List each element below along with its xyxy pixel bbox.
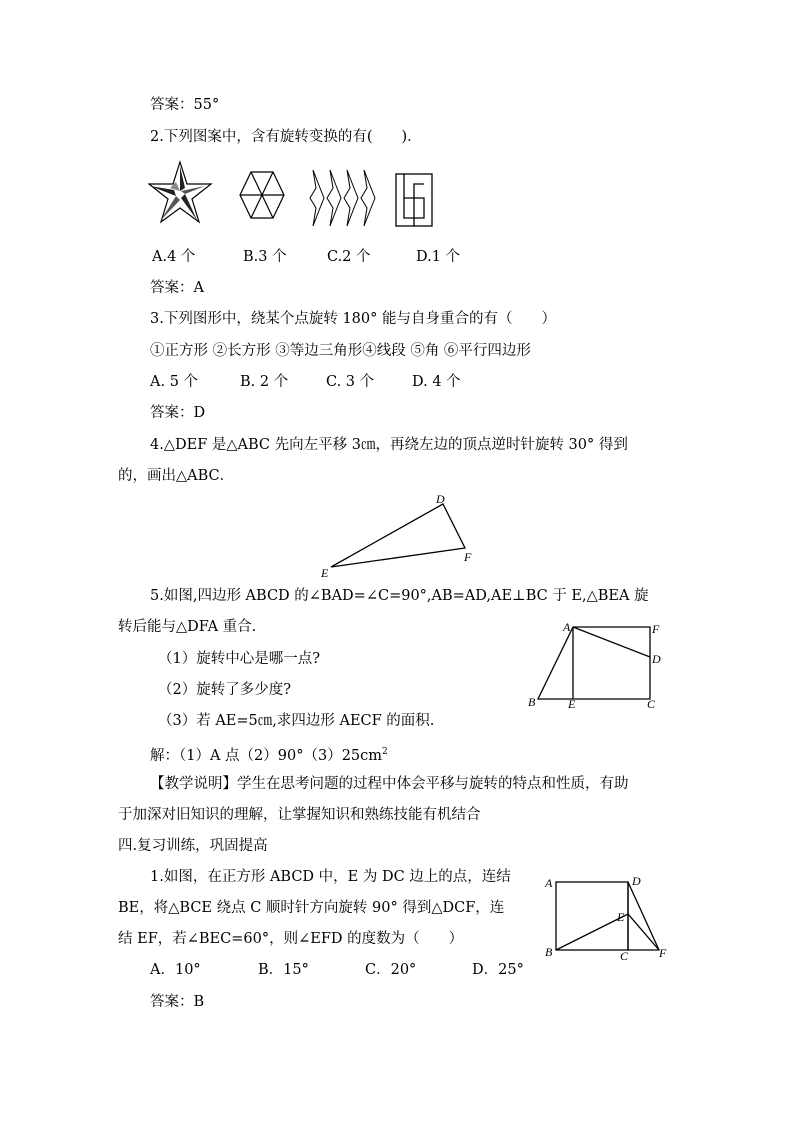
question-5-line1: 5.如图,四边形 ABCD 的∠BAD=∠C=90°,AB=AD,AE⊥BC 于 E,△BEA 旋 bbox=[150, 588, 649, 604]
point-label-e: E bbox=[321, 566, 329, 580]
r1-option-a: A．10° bbox=[150, 962, 201, 978]
question-5-solution bbox=[150, 742, 388, 766]
review-question-1-line1: 1.如图，在正方形 ABCD 中，E 为 DC 边上的点，连结 bbox=[150, 869, 511, 885]
answer-line: 答案：55° bbox=[150, 97, 220, 113]
answer-line: 答案：A bbox=[150, 280, 204, 296]
point-label-a: A bbox=[545, 876, 553, 890]
section-heading: 四.复习训练，巩固提高 bbox=[118, 838, 268, 854]
point-label-a: A bbox=[563, 620, 571, 634]
point-label-d: D bbox=[632, 874, 641, 888]
q3-option-a: A. 5 个 bbox=[150, 374, 199, 390]
solution-superscript: 2 bbox=[382, 747, 388, 757]
answer-line: 答案：D bbox=[150, 405, 206, 421]
q2-option-b: B.3 个 bbox=[243, 249, 287, 265]
question-5-line2: 转后能与△DFA 重合. bbox=[118, 619, 257, 635]
q3-option-b: B. 2 个 bbox=[240, 374, 289, 390]
point-label-f: F bbox=[652, 622, 660, 636]
teaching-note-line1: 【教学说明】学生在思考问题的过程中体会平移与旋转的特点和性质，有助 bbox=[150, 776, 629, 792]
review-question-1-line3: 结 EF，若∠BEC=60°，则∠EFD 的度数为（ ） bbox=[118, 931, 464, 947]
square-abcd-figure bbox=[540, 870, 675, 965]
r1-option-c: C．20° bbox=[365, 962, 417, 978]
solution-text: 解：（1）A 点（2）90°（3）25cm bbox=[150, 747, 383, 764]
q2-option-c: C.2 个 bbox=[327, 249, 371, 265]
question-5-sub1: （1）旋转中心是哪一点? bbox=[158, 651, 320, 667]
question-3: 3.下列图形中，绕某个点旋转 180° 能与自身重合的有（ ） bbox=[150, 311, 556, 327]
square-spiral-figure bbox=[396, 174, 432, 226]
point-label-e: E bbox=[617, 910, 625, 924]
spike-pattern-figure bbox=[310, 170, 375, 226]
r1-option-d: D．25° bbox=[472, 962, 524, 978]
point-label-f: F bbox=[659, 946, 667, 960]
q3-option-d: D. 4 个 bbox=[412, 374, 461, 390]
point-label-c: C bbox=[647, 697, 656, 711]
point-label-c: C bbox=[620, 949, 629, 963]
teaching-note-line2: 于加深对旧知识的理解，让掌握知识和熟练技能有机结合 bbox=[118, 807, 481, 823]
point-label-d: D bbox=[652, 652, 661, 666]
triangle-def-figure bbox=[315, 490, 485, 580]
question-4-line1: 4.△DEF 是△ABC 先向左平移 3㎝，再绕左边的顶点逆时针旋转 30° 得到 bbox=[150, 437, 628, 453]
q3-option-c: C. 3 个 bbox=[326, 374, 375, 390]
point-label-f: F bbox=[464, 550, 472, 564]
question-2: 2.下列图案中，含有旋转变换的有( )． bbox=[150, 129, 422, 145]
question-3-items: ①正方形 ②长方形 ③等边三角形④线段 ⑤角 ⑥平行四边形 bbox=[150, 343, 531, 359]
point-label-b: B bbox=[545, 945, 553, 959]
point-label-e: E bbox=[568, 697, 576, 711]
q2-option-d: D.1 个 bbox=[416, 249, 461, 265]
question-5-sub2: （2）旋转了多少度? bbox=[158, 682, 291, 698]
q2-option-a: A.4 个 bbox=[152, 249, 196, 265]
hexagon-figure bbox=[240, 172, 284, 218]
star-pinwheel-figure bbox=[149, 162, 211, 222]
q2-pattern-figures bbox=[148, 160, 448, 240]
point-label-b: B bbox=[528, 695, 536, 709]
question-5-sub3: （3）若 AE=5㎝,求四边形 AECF 的面积. bbox=[158, 713, 435, 729]
point-label-d: D bbox=[436, 492, 445, 506]
answer-line: 答案：B bbox=[150, 994, 205, 1010]
review-question-1-line2: BE，将△BCE 绕点 C 顺时针方向旋转 90° 得到△DCF，连 bbox=[118, 900, 505, 916]
r1-option-b: B．15° bbox=[258, 962, 309, 978]
question-4-line2: 的，画出△ABC． bbox=[118, 468, 235, 484]
